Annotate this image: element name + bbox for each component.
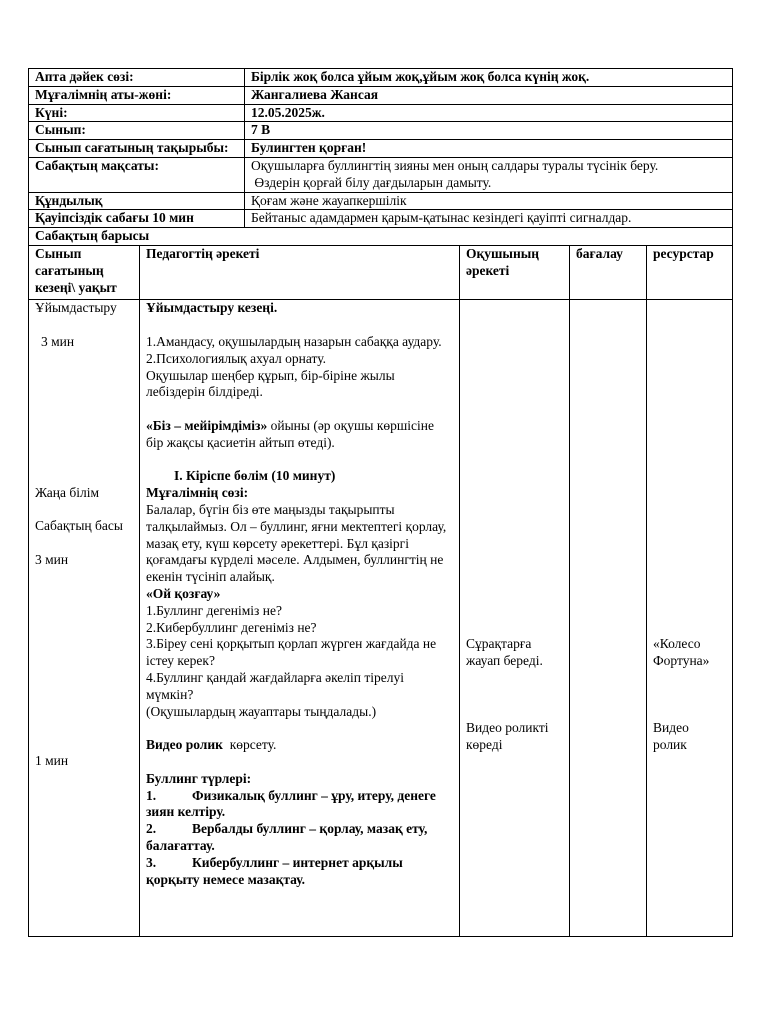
header-label: Құндылық <box>29 192 245 210</box>
header-label: Апта дәйек сөзі: <box>29 69 245 87</box>
stage-time-3min-a: 3 мин <box>41 334 75 350</box>
header-value: Бейтаныс адамдармен қарым-қатынас кезіндегі қауіпті сигналдар. <box>245 210 733 228</box>
stage-cell <box>29 300 140 937</box>
stage-organizing: Ұйымдастыру <box>35 300 117 316</box>
resource-wheel: «Колесо Фортуна» <box>653 636 710 669</box>
header-row <box>29 69 733 87</box>
progress-table <box>28 246 733 938</box>
teacher-word: Балалар, бүгін біз өте маңызды тақырыпты талқылаймыз. Ол – буллинг, яғни мектептегі қорлау, мазақ ету, күш көрсету әрекеттері. Бұл қазіргі қоғамдағы күрделі мәселе. Алдымен, буллингтің не екенін түсініп алайық. <box>146 502 447 585</box>
teacher-cell <box>140 300 460 937</box>
header-value: Қоғам және жауапкершілік <box>245 192 733 210</box>
org-item-3: Оқушылар шеңбер құрып, бір-біріне жылы лебіздерін білдіреді. <box>146 367 395 400</box>
stage-time-3min-b: 3 мин <box>35 552 69 568</box>
student-cell <box>460 300 570 937</box>
header-row <box>29 210 733 228</box>
question-1: 1.Буллинг дегеніміз не? <box>146 602 282 618</box>
types-title: Буллинг түрлері: <box>146 770 252 786</box>
header-value <box>245 157 733 192</box>
progress-title: Сабақтың барысы <box>29 228 733 246</box>
header-row <box>29 140 733 158</box>
stage-lesson-progress: Сабақтың басы <box>35 518 123 534</box>
header-row <box>29 104 733 122</box>
header-label: Күні: <box>29 104 245 122</box>
bullying-type-item <box>146 821 453 855</box>
col-stage: Сынып сағатының кезеңі\ уақыт <box>29 246 140 300</box>
student-watch: Видео роликті көреді <box>466 720 549 752</box>
bullying-type-number: 2. <box>146 821 157 837</box>
header-value-line: Оқушыларға буллингтің зияны мен оның салдары туралы түсінік беру. <box>251 157 659 173</box>
video-paragraph <box>146 737 453 754</box>
question-note: (Оқушылардың жауаптары тыңдалады.) <box>146 703 377 719</box>
header-value: 7 В <box>245 122 733 140</box>
content-row <box>29 300 733 937</box>
question-2: 2.Кибербуллинг дегеніміз не? <box>146 619 317 635</box>
header-label: Мұғалімнің аты-жөні: <box>29 86 245 104</box>
header-value: 12.05.2025ж. <box>245 104 733 122</box>
game-name: «Біз – мейірімдіміз» <box>146 418 268 434</box>
student-answer: Сұрақтарға жауап береді. <box>466 636 543 669</box>
bullying-type-number: 1. <box>146 787 157 803</box>
stage-time-1min: 1 мин <box>35 752 69 768</box>
question-3: 3.Біреу сені қорқытып қорлап жүрген жағдайда не істеу керек? <box>146 636 437 669</box>
game-paragraph <box>146 418 453 452</box>
bullying-type-number: 3. <box>146 854 157 870</box>
header-label: Қауіпсіздік сабағы 10 мин <box>29 210 245 228</box>
org-item-2: 2.Психологиялық ахуал орнату. <box>146 350 326 366</box>
question-4: 4.Буллинг қандай жағдайларға әкеліп тірелуі мүмкін? <box>146 670 405 702</box>
stage-new-knowledge: Жаңа білім <box>35 484 99 500</box>
bullying-type-text: Вербалды буллинг – қорлау, мазақ ету, балағаттау. <box>146 821 428 853</box>
resources-cell <box>647 300 733 937</box>
header-value: Бірлік жоқ болса ұйым жоқ,ұйым жоқ болса күнің жоқ. <box>245 69 733 87</box>
org-item-1: 1.Амандасу, оқушылардың назарын сабаққа аудару. <box>146 334 442 350</box>
lesson-plan <box>28 68 732 937</box>
col-student: Оқушының әрекеті <box>460 246 570 300</box>
header-label: Сабақтың мақсаты: <box>29 157 245 192</box>
header-row <box>29 122 733 140</box>
header-table <box>28 68 733 246</box>
header-value: Булингтен қорған! <box>245 140 733 158</box>
col-resources: ресурстар <box>647 246 733 300</box>
intro-title: I. Кіріспе бөлім (10 минут) <box>174 468 336 484</box>
game-desc: ойыны (әр оқушы көршісіне бір жақсы қасиетін айтып өтеді). <box>146 418 435 450</box>
header-row <box>29 157 733 192</box>
resource-video: Видео ролик <box>653 720 689 752</box>
header-value: Жангалиева Жансая <box>245 86 733 104</box>
video-rest: көрсету. <box>222 737 277 753</box>
header-row <box>29 192 733 210</box>
teacher-word-title: Мұғалімнің сөзі: <box>146 485 249 501</box>
column-header-row <box>29 246 733 300</box>
types-list <box>146 788 453 889</box>
bullying-type-text: Физикалық буллинг – ұру, итеру, денеге зиян келтіру. <box>146 787 436 820</box>
col-assessment: бағалау <box>570 246 647 300</box>
header-value-line: Өздерін қорғай білу дағдыларын дамыту. <box>251 174 492 190</box>
assessment-cell <box>570 300 647 937</box>
header-label: Сынып сағатының тақырыбы: <box>29 140 245 158</box>
header-row <box>29 86 733 104</box>
bullying-type-item <box>146 855 453 889</box>
header-label: Сынып: <box>29 122 245 140</box>
org-title: Ұйымдастыру кезеңі. <box>146 300 278 316</box>
bullying-type-item <box>146 788 453 822</box>
brainstorm-title: «Ой қозғау» <box>146 586 221 602</box>
bullying-type-text: Кибербуллинг – интернет арқылы қорқыту немесе мазақтау. <box>146 854 403 887</box>
col-teacher: Педагогтің әрекеті <box>140 246 460 300</box>
video-label: Видео ролик <box>146 737 223 753</box>
